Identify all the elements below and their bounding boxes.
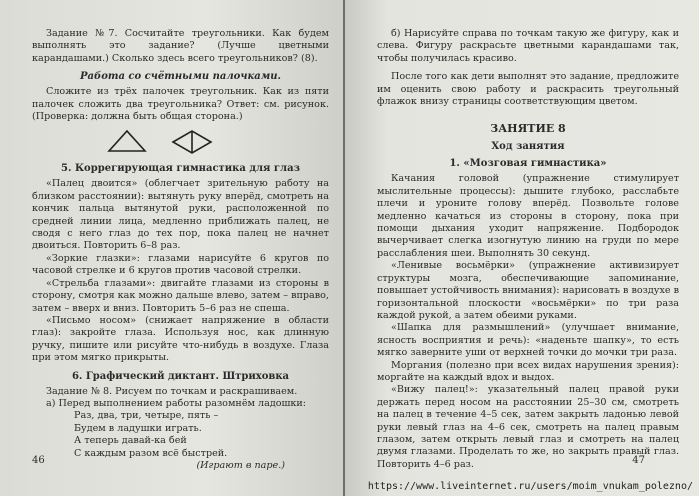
lesson-8-heading: ЗАНЯТИЕ 8 bbox=[490, 122, 566, 136]
verse-line: С каждым разом всё быстрей. bbox=[74, 447, 228, 459]
eye-gymnastics-heading: 5. Коррегирующая гимнастика для глаз bbox=[61, 163, 300, 175]
verse-line: А теперь давай-ка бей bbox=[74, 435, 187, 447]
triangles-figure bbox=[0, 129, 329, 155]
verse bbox=[74, 410, 329, 460]
task-8a-text: а) Перед выполнением работы разомнём ладошки: bbox=[46, 397, 307, 409]
task-7-text: Задание №7. Сосчитайте треугольники. Как будем выполнять это задание? (Лучше цветными карандашами.) Сколько здесь всего треугольников? (8). bbox=[32, 28, 329, 64]
counting-sticks-heading: Работа со счётными палочками. bbox=[80, 71, 281, 83]
exercise-thinking-cap: «Шапка для размышлений» (улучшает внимание, ясность восприятия и речь): «наденьте шапку», то есть мягко заверните уши от верхней точки до мочки три раза. bbox=[377, 322, 679, 359]
graphic-dictation-heading: 6. Графический диктант. Штриховка bbox=[71, 370, 290, 382]
verse-note: (Играют в паре.) bbox=[196, 459, 285, 471]
exercise-lazy-eights: «Ленивые восьмёрки» (упражнение активизирует структуры мозга, обеспечивающие запоминание, повышает устойчивость внимания): нарисовать в воздухе в горизонтальной плоскости «восьмёрки» по три раза каждой рукой, а затем обеими руками. bbox=[377, 260, 679, 321]
exercise-see-finger: «Вижу палец!»: указательный палец правой руки держать перед носом на расстоянии 25–30 см, смотреть на палец в течение 4–5 сек, затем закрыть ладонью левой руки левый глаз на 4–6 сек, смотреть на палец правым глазом, затем открыть левый глаз и смотреть на палец двумя глазами. Проделать то же, но закрыть правый глаз. Повторить 4–6 раз. bbox=[377, 384, 679, 470]
page-number-right: 47 bbox=[632, 455, 645, 466]
left-page bbox=[0, 0, 343, 496]
exercise-finger-doubles: «Палец двоится» (облегчает зрительную работу на близком расстоянии): вытянуть руку вперёд, смотреть на кончик пальца вытянутой руки, расположенной по средней линии лица, медленно приближать палец, не сводя с него глаз до тех пор, пока палец не начнет двоиться. Повторить 6–8 раз. bbox=[32, 178, 329, 252]
exercise-eye-shooting: «Стрельба глазами»: двигайте глазами из стороны в сторону, смотря как можно дальше влево, затем – вправо, затем – вверх и вниз. Повторить 5–6 раз не спеша. bbox=[32, 277, 329, 314]
verse-line: Будем в ладушки играть. bbox=[74, 422, 202, 434]
page-number-left: 46 bbox=[32, 455, 45, 466]
lesson-progress-heading: Ход занятия bbox=[491, 141, 565, 153]
exercise-sharp-eyes: «Зоркие глазки»: глазами нарисуйте 6 кругов по часовой стрелке и 6 кругов против часовой стрелки. bbox=[32, 252, 329, 277]
task-8-text: Задание № 8. Рисуем по точкам и раскрашиваем. bbox=[46, 385, 298, 397]
exercise-head-swinging: Качания головой (упражнение стимулирует мыслительные процессы): дышите глубоко, расслабьте плечи и уроните голову вперёд. Позвольте голове медленно качаться из стороны в сторону, пока при помощи дыхания уходит напряжение. Подбородок вычерчивает слегка изогнутую линию на груди по мере расслабления шеи. Выполнять 30 секунд. bbox=[377, 173, 679, 259]
exercise-blinking: Моргания (полезно при всех видах нарушения зрения): моргайте на каждый вдох и выдох. bbox=[377, 359, 679, 383]
evaluation-text: После того как дети выполнят это задание, предложите им оценить свою работу и раскрасить треугольный флажок внизу страницы соответствующим цветом. bbox=[377, 71, 679, 108]
task-8b-text: б) Нарисуйте справа по точкам такую же фигуру, как и слева. Фигуру раскрасьте цветными карандашами так, чтобы получилась красиво. bbox=[377, 28, 679, 64]
single-triangle-icon bbox=[107, 129, 147, 153]
exercise-nose-writing: «Письмо носом» (снижает напряжение в области глаз): закройте глаза. Используя нос, как длинную ручку, пишите или рисуйте что-нибудь в воздухе. Глаза при этом мягко прикрыты. bbox=[32, 314, 329, 364]
right-page bbox=[345, 0, 699, 496]
watermark-url: https://www.liveinternet.ru/users/moim_vnukam_polezno/ bbox=[367, 481, 693, 492]
verse-line: Раз, два, три, четыре, пять – bbox=[74, 410, 219, 422]
brain-gym-heading: 1. «Мозговая гимнастика» bbox=[449, 158, 607, 170]
double-triangle-icon bbox=[169, 129, 215, 155]
counting-sticks-text: Сложите из трёх палочек треугольник. Как из пяти палочек сложить два треугольника? Ответ: см. рисунок. (Проверка: должна быть общая сторона.) bbox=[32, 86, 329, 123]
